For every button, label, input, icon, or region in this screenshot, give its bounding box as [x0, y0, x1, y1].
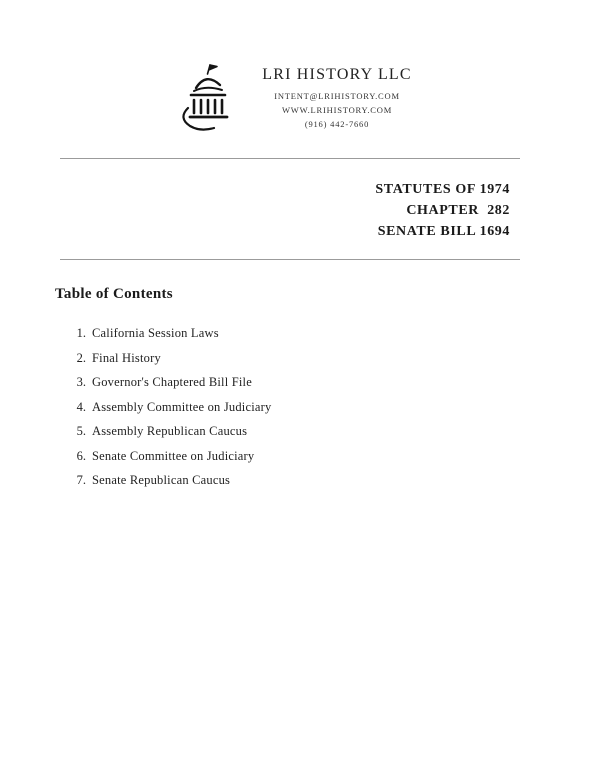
toc-item — [70, 419, 600, 444]
toc-item-label: California Session Laws — [92, 326, 219, 340]
statutes-title-block — [0, 179, 600, 242]
toc-item-label: Assembly Republican Caucus — [92, 424, 248, 438]
divider-middle — [60, 259, 520, 260]
toc-item-label: Senate Republican Caucus — [92, 473, 231, 487]
toc-list — [70, 321, 600, 493]
toc-item — [70, 346, 600, 371]
toc-item-number: 5. — [76, 424, 86, 438]
chapter-line: CHAPTER 282 — [406, 203, 510, 218]
toc-item — [70, 321, 600, 346]
statutes-line: STATUTES OF 1974 — [375, 182, 510, 197]
toc-item — [70, 444, 600, 469]
toc-item-label: Assembly Committee on Judiciary — [92, 399, 272, 414]
letterhead-text — [262, 66, 412, 131]
contact-phone: (916) 442-7660 — [304, 118, 370, 129]
divider-top — [60, 158, 520, 159]
contact-website: WWW.LRIHISTORY.COM — [281, 104, 393, 115]
toc-item-label: Final History — [92, 350, 161, 365]
toc-item-number: 1. — [76, 326, 86, 340]
toc-item-number: 6. — [76, 448, 86, 463]
toc-item-number: 4. — [76, 399, 86, 414]
toc-item-number: 3. — [76, 375, 86, 389]
toc-item-label: Senate Committee on Judiciary — [92, 448, 255, 463]
toc-item-number: 2. — [76, 350, 86, 365]
toc-item-number: 7. — [76, 473, 86, 487]
toc-item — [70, 468, 600, 493]
senate-bill-line: SENATE BILL 1694 — [377, 224, 510, 239]
company-name: LRI HISTORY LLC — [262, 65, 412, 83]
toc-item-label: Governor's Chaptered Bill File — [92, 375, 252, 389]
contact-email: INTENT@LRIHISTORY.COM — [274, 90, 400, 101]
toc-item — [70, 370, 600, 395]
capitol-dome-icon — [174, 62, 236, 134]
toc-item — [70, 395, 600, 420]
letterhead — [0, 0, 600, 134]
toc-heading: Table of Contents — [55, 286, 173, 302]
